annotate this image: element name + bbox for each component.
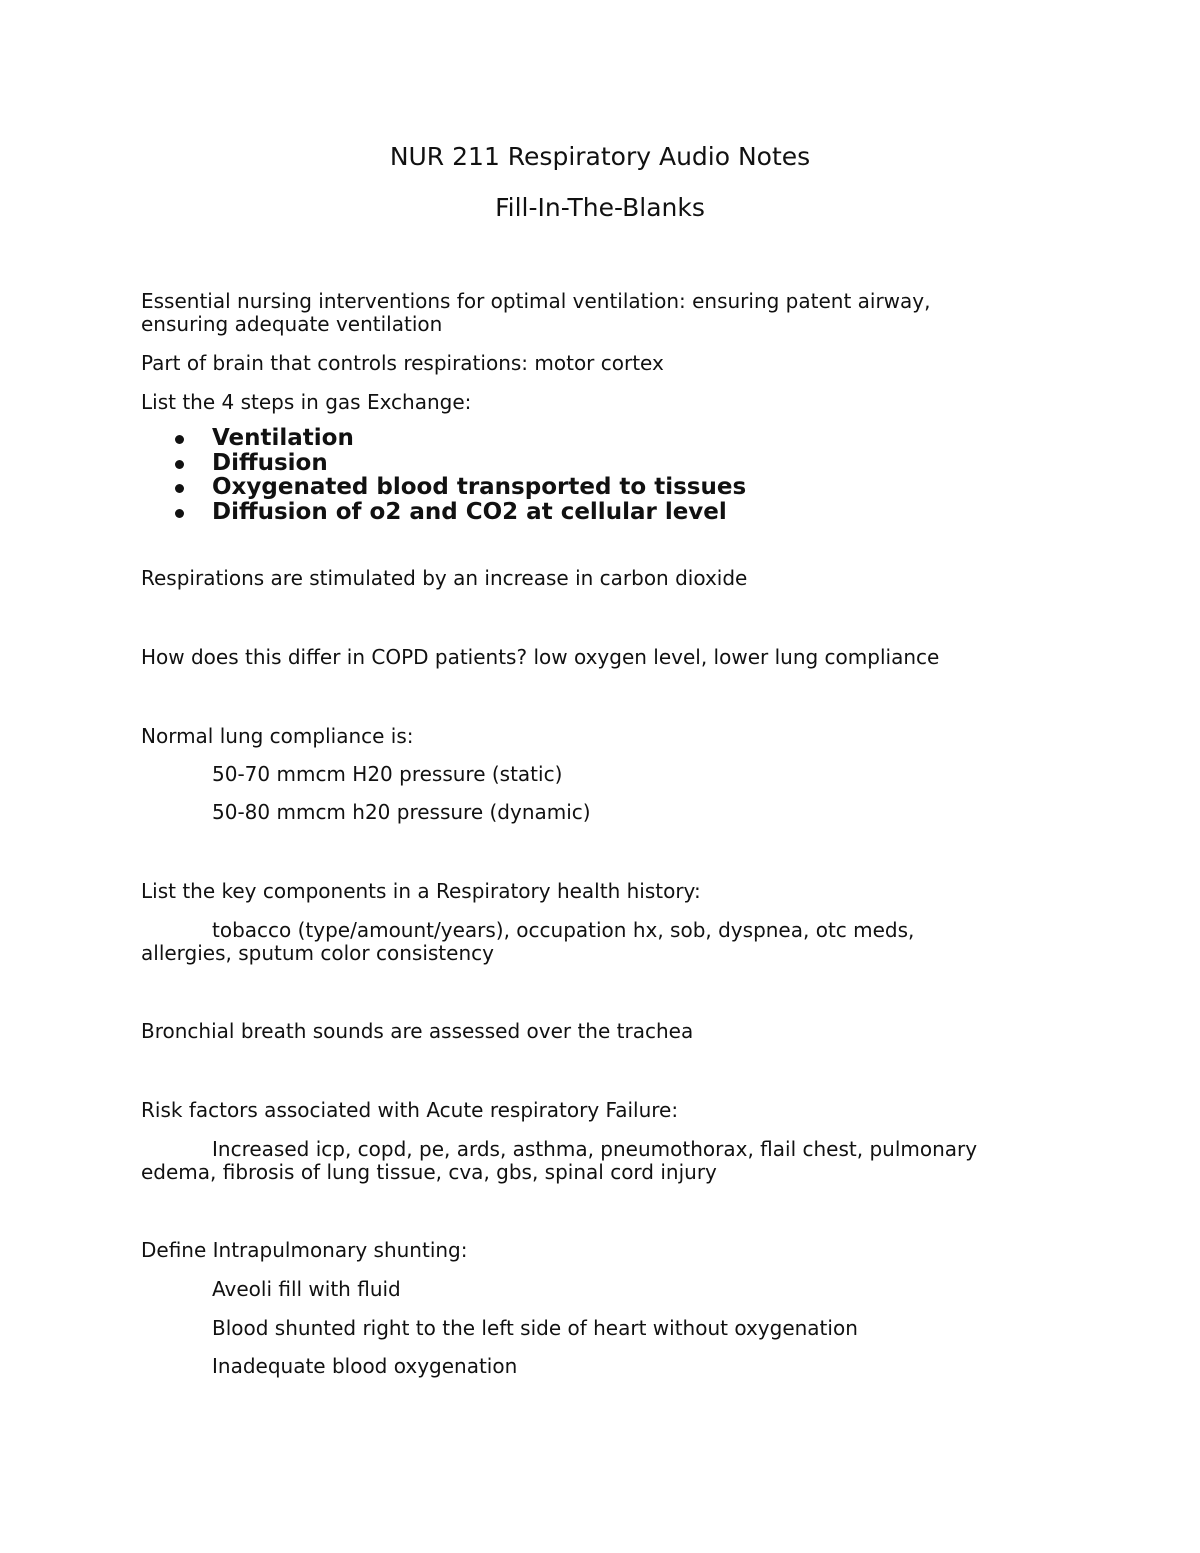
risk-factors-prompt: Risk factors associated with Acute respiratory Failure: — [141, 1098, 679, 1122]
lung-compliance-dynamic: 50-80 mmcm h20 pressure (dynamic) — [212, 800, 591, 824]
list-item-text: Ventilation — [212, 425, 354, 451]
interventions-line-1: Essential nursing interventions for optimal ventilation: ensuring patent airway, — [141, 289, 931, 313]
shunting-item: Aveoli fill with fluid — [212, 1277, 401, 1301]
document-subtitle: Fill-In-The-Blanks — [495, 193, 705, 222]
brain-part-line: Part of brain that controls respirations: motor cortex — [141, 351, 664, 375]
document-title: NUR 211 Respiratory Audio Notes — [389, 142, 811, 171]
list-item-text: Oxygenated blood transported to tissues — [212, 474, 747, 500]
health-history-prompt: List the key components in a Respiratory health history: — [141, 879, 701, 903]
shunting-item: Blood shunted right to the left side of heart without oxygenation — [212, 1316, 858, 1340]
bullet-icon — [175, 484, 184, 493]
gas-exchange-prompt: List the 4 steps in gas Exchange: — [141, 390, 472, 414]
bullet-icon — [175, 435, 184, 444]
list-item — [172, 475, 746, 500]
lung-compliance-static: 50-70 mmcm H20 pressure (static) — [212, 762, 563, 786]
list-item-text: Diffusion — [212, 449, 328, 476]
lung-compliance-prompt: Normal lung compliance is: — [141, 724, 414, 748]
list-item-text: Diffusion of o2 and CO2 at cellular level — [212, 498, 727, 525]
list-item — [172, 451, 746, 476]
bullet-icon — [175, 460, 184, 469]
list-item — [172, 426, 746, 451]
gas-exchange-steps-list — [172, 426, 746, 524]
risk-factors-line-1: Increased icp, copd, pe, ards, asthma, pneumothorax, flail chest, pulmonary — [212, 1137, 978, 1161]
interventions-line-2: ensuring adequate ventilation — [141, 312, 443, 336]
list-item — [172, 500, 746, 525]
risk-factors-line-2: edema, fibrosis of lung tissue, cva, gbs, spinal cord injury — [141, 1160, 717, 1184]
copd-difference-line: How does this differ in COPD patients? low oxygen level, lower lung compliance — [141, 645, 940, 669]
bronchial-sounds-line: Bronchial breath sounds are assessed over the trachea — [141, 1019, 694, 1043]
shunting-prompt: Define Intrapulmonary shunting: — [141, 1238, 468, 1262]
respirations-stimulus-line: Respirations are stimulated by an increase in carbon dioxide — [141, 566, 748, 590]
shunting-item: Inadequate blood oxygenation — [212, 1354, 518, 1378]
health-history-line-1: tobacco (type/amount/years), occupation hx, sob, dyspnea, otc meds, — [212, 918, 915, 942]
health-history-line-2: allergies, sputum color consistency — [141, 941, 494, 965]
bullet-icon — [175, 509, 184, 518]
